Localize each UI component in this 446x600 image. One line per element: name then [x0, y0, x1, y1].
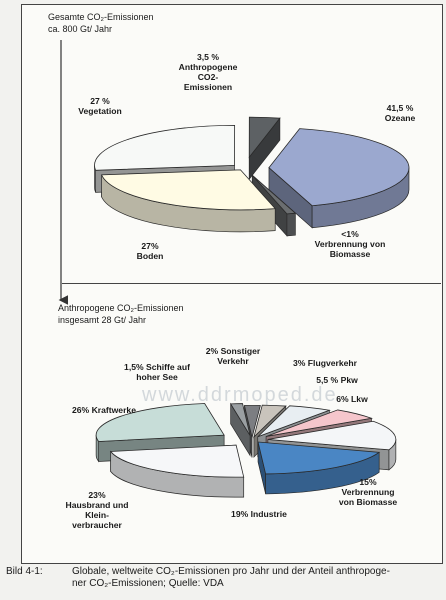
label-anthropogene: [168, 52, 248, 92]
label-line: Verbrennung: [341, 487, 395, 497]
label-line: Ozeane: [384, 113, 416, 123]
label-line: 27 %: [90, 96, 110, 106]
label-biomasse-total: [300, 229, 400, 259]
chart1-subtitle: ca. 800 Gt/ Jahr: [48, 24, 113, 34]
label-line: Boden: [136, 251, 164, 261]
label-line: 27%: [141, 241, 159, 251]
label-line: 5,5 % Pkw: [316, 375, 358, 385]
label-industrie: [214, 509, 304, 519]
label-line: 26% Kraftwerke: [71, 405, 136, 415]
caption-text: [72, 566, 442, 590]
label-boden: [120, 241, 180, 261]
chart-total-emissions: [95, 117, 409, 236]
label-kraftwerke: [64, 405, 144, 415]
label-line: Anthropogene: [178, 62, 238, 72]
label-sonstiger-verkehr: [198, 346, 268, 366]
watermark-text: www.ddrmoped.de: [142, 384, 338, 406]
chart2-subtitle: insgesamt 28 Gt/ Jahr: [58, 315, 147, 325]
label-line: Emissionen: [183, 82, 233, 92]
pie-slice-side: [287, 213, 295, 236]
label-flugverkehr: [280, 358, 370, 368]
label-line: CO2-: [197, 72, 219, 82]
label-line: Klein-: [85, 510, 109, 520]
chart2-title: Anthropogene CO₂-Emissionen: [58, 303, 184, 313]
label-line: 23%: [88, 490, 106, 500]
label-line: von Biomasse: [338, 497, 398, 507]
label-ozeane: [370, 103, 430, 123]
label-line: 6% Lkw: [336, 394, 368, 404]
caption-line: Globale, weltweite CO₂-Emissionen pro Jahr und der Anteil anthropoge-: [72, 566, 390, 577]
label-line: 3,5 %: [197, 52, 219, 62]
label-line: <1%: [341, 229, 359, 239]
chart1-title: Gesamte CO₂-Emissionen: [48, 12, 154, 22]
caption-line: ner CO₂-Emissionen; Quelle: VDA: [72, 578, 224, 589]
label-line: 41,5 %: [386, 103, 414, 113]
label-line: 3% Flugverkehr: [293, 358, 357, 368]
label-line: Verkehr: [217, 356, 249, 366]
label-line: 2% Sonstiger: [205, 346, 261, 356]
label-line: Vegetation: [78, 106, 122, 116]
label-line: 15%: [359, 477, 377, 487]
label-line: 19% Industrie: [231, 509, 287, 519]
label-line: Biomasse: [329, 249, 371, 259]
label-line: Verbrennung von: [314, 239, 386, 249]
label-line: Hausbrand und: [65, 500, 129, 510]
label-hausbrand: [62, 490, 132, 530]
label-schiffe: [112, 362, 202, 382]
label-biomasse-anthro: [330, 477, 406, 507]
label-line: verbraucher: [72, 520, 122, 530]
caption-number: Bild 4-1:: [6, 566, 43, 577]
label-line: 1,5% Schiffe auf: [124, 362, 190, 372]
label-vegetation: [70, 96, 130, 116]
label-line: hoher See: [136, 372, 178, 382]
pie-slice-top: [95, 125, 235, 170]
